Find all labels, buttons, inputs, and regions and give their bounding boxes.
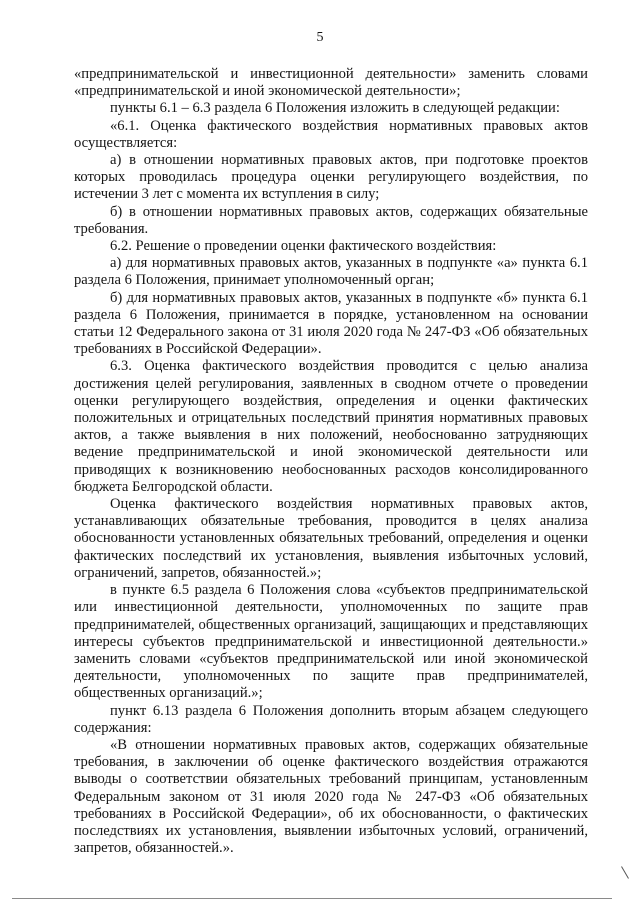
paragraph-2: пункты 6.1 – 6.3 раздела 6 Положения изложить в следующей редакции: [110,100,560,117]
paragraph-10: Оценка фактического воздействия нормативных правовых актов, устанавливающих обязательные требования, проводится в целях анализа обоснованности установленных обязательных требований, определения и оценки фактических последствий их установления, выявления избыточных условий, ограничений, запретов, обязанностей.»; [74,496,588,581]
paragraph-7: а) для нормативных правовых актов, указанных в подпункте «а» пункта 6.1 раздела 6 Положения, принимает уполномоченный орган; [74,255,588,289]
page-number: 5 [316,30,324,45]
paragraph-4: а) в отношении нормативных правовых актов, при подготовке проектов которых проводилась процедура оценки регулирующего воздействия, по истечении 3 лет с момента их вступления в силу; [74,152,588,203]
paragraph-5: б) в отношении нормативных правовых актов, содержащих обязательные требования. [74,203,588,237]
paragraph-11: в пункте 6.5 раздела 6 Положения слова «субъектов предпринимательской или инвестиционной деятельности, уполномоченных по защите прав предпринимателей, общественных организаций, защищающих и представляющих интересы субъектов предпринимательской и инвестиционной деятельности.» заменить словами «субъектов предпринимательской или иной экономической деятельности, уполномоченных по защите прав предпринимателей, общественных организаций.»; [74,582,588,702]
paragraph-12: пункт 6.13 раздела 6 Положения дополнить вторым абзацем следующего содержания: [74,702,588,736]
scan-edge-line [12,898,612,899]
paragraph-1: «предпринимательской и инвестиционной деятельности» заменить словами «предпринимательской и иной экономической деятельности»; [74,66,588,100]
paragraph-8: б) для нормативных правовых актов, указанных в подпункте «б» пункта 6.1 раздела 6 Положения, принимается в порядке, установленном на основании статьи 12 Федерального закона от 31 июля 2020 года № 247-ФЗ «Об обязательных требованиях в Российской Федерации». [74,289,588,358]
paragraph-3: «6.1. Оценка фактического воздействия нормативных правовых актов осуществляется: [74,117,588,151]
scan-corner-mark [621,866,629,879]
paragraph-13: «В отношении нормативных правовых актов, содержащих обязательные требования, в заключении об оценке фактического воздействия отражаются выводы о соответствии обязательных требований принципам, установленным Федеральным законом от 31 июля 2020 года № 247-ФЗ «Об обязательных требованиях в Российской Федерации», об их обоснованности, о фактических последствиях их установления, выявлении избыточных условий, ограничений, запретов, обязанностей.». [74,736,588,857]
paragraph-9: 6.3. Оценка фактического воздействия проводится с целью анализа достижения целей регулирования, заявленных в сводном отчете о проведении оценки регулирующего воздействия, определения и оценки фактических положительных и отрицательных последствий принятия нормативных правовых актов, а также выявления в них положений, необоснованно затрудняющих ведение предпринимательской и иной экономической деятельности или приводящих к возникновению необоснованных расходов консолидированного бюджета Белгородской области. [74,358,588,495]
paragraph-6: 6.2. Решение о проведении оценки фактического воздействия: [110,238,497,255]
document-body [74,66,588,857]
